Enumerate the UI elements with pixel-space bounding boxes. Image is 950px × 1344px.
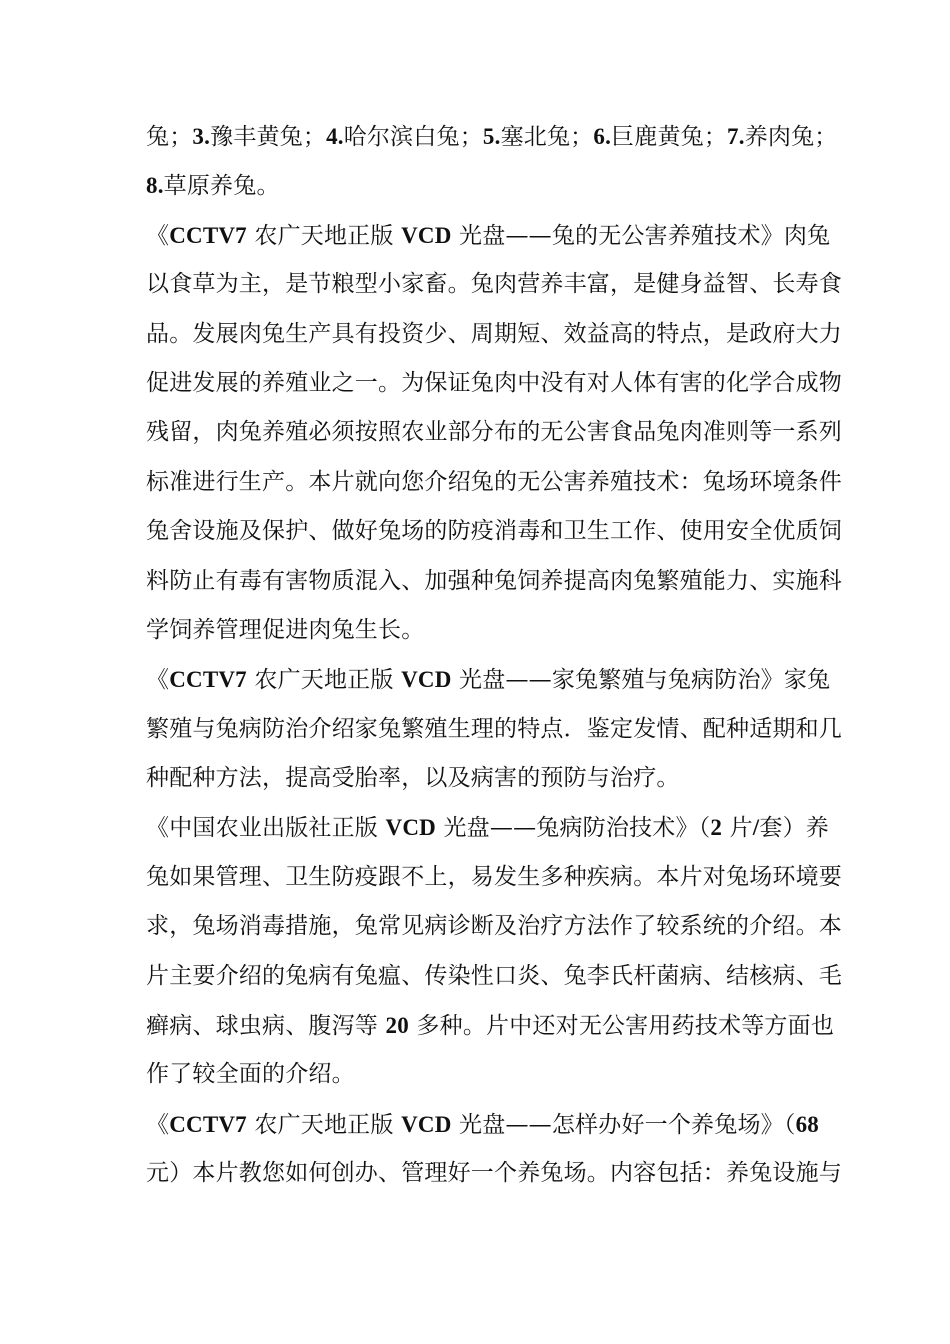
text-line: 癣病、球虫病、腹泻等 20 多种。片中还对无公害用药技术等方面也: [146, 1013, 835, 1040]
text-line: 元）本片教您如何创办、管理好一个养兔场。内容包括：养兔设施与: [146, 1160, 842, 1187]
text-line: 兔；3.豫丰黄兔；4.哈尔滨白兔；5.塞北兔；6.巨鹿黄兔；7.养肉兔；: [146, 124, 838, 150]
text-line: 以食草为主，是节粮型小家畜。兔肉营养丰富，是健身益智、长寿食: [146, 271, 842, 298]
text-line: 《中国农业出版社正版 VCD 光盘——兔病防治技术》（2 片/套）养: [146, 815, 829, 842]
text-line: 求，兔场消毒措施，兔常见病诊断及治疗方法作了较系统的介绍。本: [146, 913, 842, 940]
text-line: 《CCTV7 农广天地正版 VCD 光盘——兔的无公害养殖技术》肉兔: [146, 222, 831, 249]
text-line: 种配种方法，提高受胎率，以及病害的预防与治疗。: [146, 765, 680, 792]
text-line: 作了较全面的介绍。: [146, 1061, 355, 1088]
text-line: 品。发展肉兔生产具有投资少、周期短、效益高的特点，是政府大力: [146, 320, 842, 347]
text-line: 8.草原养兔。: [146, 173, 280, 200]
text-line: 促进发展的养殖业之一。为保证兔肉中没有对人体有害的化学合成物: [146, 369, 842, 396]
text-line: 《CCTV7 农广天地正版 VCD 光盘——家兔繁殖与兔病防治》家兔: [146, 667, 831, 694]
text-line: 兔舍设施及保护、做好兔场的防疫消毒和卫生工作、使用安全优质饲: [146, 518, 842, 545]
text-line: 学饲养管理促进肉兔生长。: [146, 616, 425, 643]
text-line: 《CCTV7 农广天地正版 VCD 光盘——怎样办好一个养兔场》（68: [146, 1111, 819, 1138]
text-line: 片主要介绍的兔病有兔瘟、传染性口炎、兔李氏杆菌病、结核病、毛: [146, 962, 842, 989]
text-line: 料防止有毒有害物质混入、加强种兔饲养提高肉兔繁殖能力、实施科: [146, 567, 842, 594]
text-line: 残留，肉兔养殖必须按照农业部分布的无公害食品兔肉准则等一系列: [146, 419, 842, 446]
text-line: 兔如果管理、卫生防疫跟不上，易发生多种疾病。本片对兔场环境要: [146, 863, 842, 890]
text-line: 繁殖与兔病防治介绍家兔繁殖生理的特点．鉴定发情、配种适期和几: [146, 715, 842, 742]
text-line: 标准进行生产。本片就向您介绍兔的无公害养殖技术：兔场环境条件: [146, 468, 842, 495]
document-page: [146, 112, 842, 1199]
